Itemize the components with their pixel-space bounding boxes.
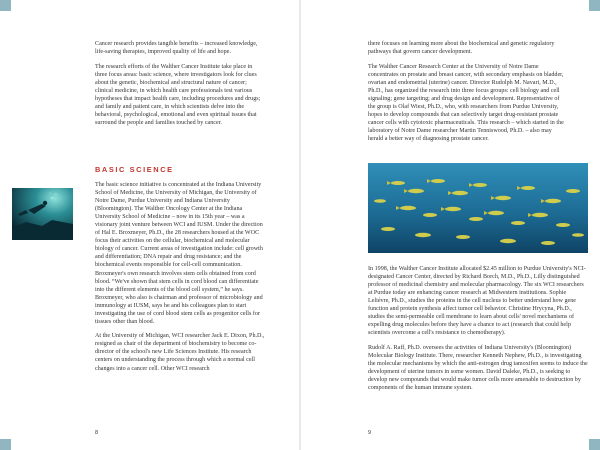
body-paragraph: Rudolf A. Raff, Ph.D. oversees the activities of Indiana University's (Bloomington) Molecular Biology Institute. There, researcher Kenneth Nephew, Ph.D., is investigating the molecular mechanisms by which the anti-estrogen drug tamoxifen seems to induce the development of uterine tumors in some women. David Daleke, Ph.D., is seeking to develop new compounds that would make tumor cells more amenable to destruction by components of the human immune system.	[368, 344, 588, 392]
body-paragraph: In 1998, the Walther Cancer Institute allocated $2.45 million to Purdue University's NCI-designated Cancer Center, directed by Richard Borch, M.D., Ph.D., Lilly distinguished professor of medicinal chemistry and molecular pharmacology. The six WCI researchers at Purdue today are enhancing cancer research at Midwestern institutions. Sophie Leliévre, Ph.D., studies the proteins in the cell nucleus to better understand how gene function and protein synthesis affect tumor cell behavior. Christine Hrycyna, Ph.D., studies the semi-permeable cell membrane to learn about cells' novel mechanisms of expelling drug molecules before they have a chance to act (research that could help scientists overcome a cell's resistance to chemotherapy).	[368, 266, 586, 337]
body-paragraph: At the University of Michigan, WCI researcher Jack E. Dixon, Ph.D., resigned as chair of the department of biochemistry to become co-director of the school's new Life Sciences Institute. His research centers on understanding the process through which a normal cell changes into a cancer cell. Other WCI research	[95, 333, 265, 372]
basic-science-column	[95, 181, 265, 379]
corner-marker	[589, 0, 600, 11]
intro-paragraph: The research efforts of the Walther Cancer Institute take place in three focus areas: basic science, where investigators look for clues about the genetic, biochemical and structural nature of cancer; clinical medicine, in which health care professionals test various hypotheses that impact health care, including procedures and drugs; and family and patient care, in which scientists delve into the behavioral, psychological, emotional and even spiritual issues that surround the people and families touched by cancer.	[95, 63, 261, 126]
body-paragraph: The Walther Cancer Research Center at the University of Notre Dame concentrates on prostate and breast cancer, with secondary emphasis on bladder, ovarian and endometrial (uterine) cancer. Director Rudolph M. Navari, M.D., Ph.D., has organized the research into three focus groups: cell biology and cell signaling; gene targeting; and drug design and development. Representative of the group is Olaf Wiest, Ph.D., who, with researchers from Purdue University, hopes to develop compounds that can selectively target drug-resistant prostate cancer cells with cytotoxic pharmaceuticals. This research – which started in the laboratory of Notre Dame researcher Martin Tenniswood, Ph.D. – also may herald a better way of diagnosing prostate cancer.	[368, 63, 564, 143]
right-page	[301, 0, 600, 450]
page-number: 9	[368, 430, 372, 436]
diver-photo	[12, 188, 73, 240]
corner-marker	[589, 439, 600, 450]
fish-school-image	[368, 163, 588, 253]
corner-marker	[0, 0, 11, 11]
corner-marker	[0, 439, 11, 450]
intro-paragraph: Cancer research provides tangible benefits – increased knowledge, life-saving therapies, improved quality of life and hope.	[95, 41, 258, 56]
intro-column	[95, 40, 265, 133]
body-paragraph: there focuses on learning more about the biochemical and genetic regulatory pathways that govern cancer development.	[368, 41, 555, 56]
page-number: 8	[95, 430, 99, 436]
right-top-column	[368, 40, 568, 150]
section-heading: BASIC SCIENCE	[95, 165, 174, 174]
right-bottom-column	[368, 265, 588, 399]
body-paragraph: The basic science initiative is concentrated at the Indiana University School of Medicine, the University of Michigan, the University of Notre Dame, Purdue University and Indiana University (Bloomington). The Walther Oncology Center at the Indiana University School of Medicine – now in its 15th year – was a visionary joint venture between WCI and IUSM. Under the direction of Hal E. Broxmeyer, Ph.D., the 28 researchers housed at the WOC focus their activities on the cellular, biochemical and molecular biology of cancer. Current areas of investigation include: cell growth and differentiation; DNA repair and drug resistance; and the biochemical events responsible for cell-cell communication. Broxmeyer's own research involves stem cells obtained from cord blood. “We've shown that stem cells in cord blood can differentiate into the different elements of the blood cell system,” he says. Broxmeyer, who also is chairman and professor of microbiology and immunology at IUSM, says he and his colleagues plan to start investigating the use of cord blood stem cells as progenitor cells for tissues other than blood.	[95, 182, 263, 325]
left-page	[0, 0, 299, 450]
diver-photo-image	[12, 188, 73, 240]
fish-school-photo	[368, 163, 588, 253]
